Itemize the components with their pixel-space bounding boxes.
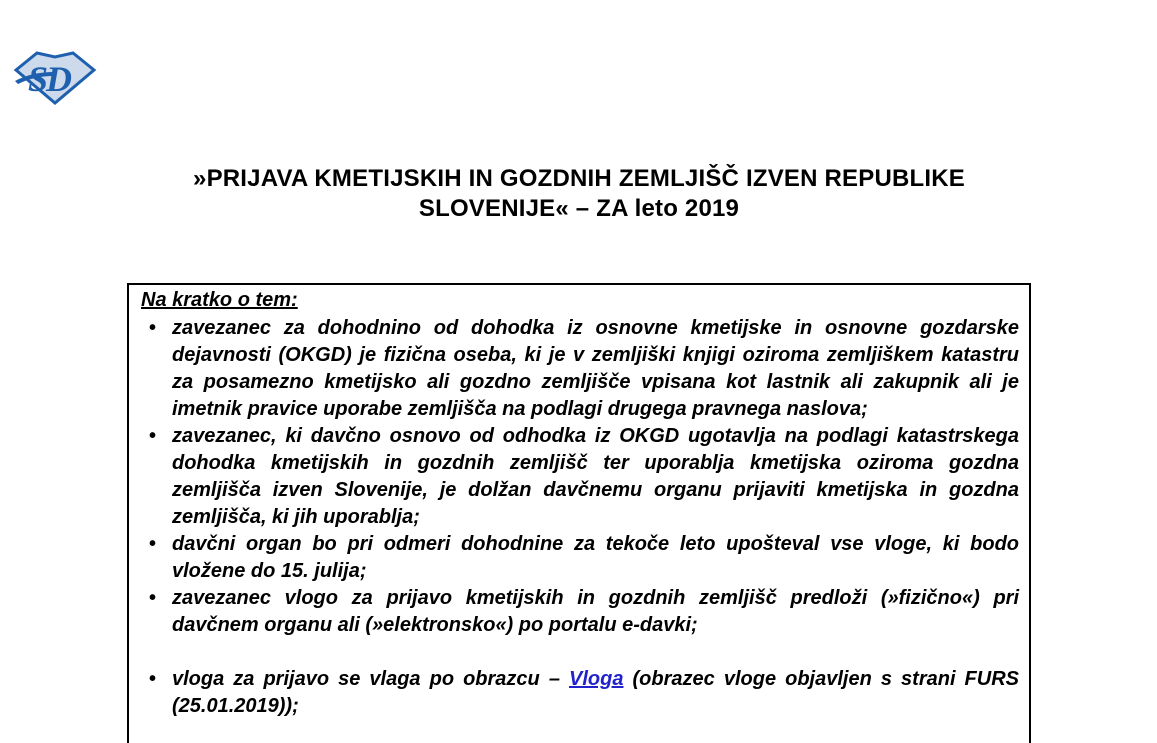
form-sentence-before-link: vloga za prijavo se vlaga po obrazcu – [172, 668, 570, 690]
summary-box [127, 283, 1031, 743]
bullet-list [141, 315, 1019, 720]
vloga-form-link[interactable]: Vloga [569, 668, 624, 690]
bullet-item-form-link [141, 666, 1019, 720]
document-title [127, 164, 1031, 224]
document-title-line1: »PRIJAVA KMETIJSKIH IN GOZDNIH ZEMLJIŠČ IZVEN REPUBLIKE [193, 165, 965, 192]
bullet-item-submission-methods: • zavezanec vlogo za prijavo kmetijskih in gozdnih zemljišč predloži (»fizično«) pri davčnem organu ali (»elektronsko«) po portalu e-davki; [141, 585, 1019, 639]
document-title-line2: SLOVENIJE« – ZA leto 2019 [418, 195, 740, 222]
form-sentence-after-link: (obrazec vloge objavljen s strani FURS (25.01.2019)); [172, 668, 1020, 717]
logo-letters: SD [28, 59, 71, 99]
summary-box-heading: Na kratko o tem: [141, 289, 298, 311]
sd-diamond-logo-icon [13, 49, 97, 106]
bullet-item-obligation-to-report: • zavezanec, ki davčno osnovo od odhodka iz OKGD ugotavlja na podlagi katastrskega dohodka kmetijskih in gozdnih zemljišč ter uporablja kmetijska oziroma gozdna zemljišča izven Slovenije, je dolžan davčnemu organu prijaviti kmetijska in gozdna zemljišča, ki jih uporablja; [141, 423, 1019, 531]
bullet-item-deadline: • davčni organ bo pri odmeri dohodnine za tekoče leto upošteval vse vloge, ki bodo vložene do 15. julija; [141, 531, 1019, 585]
bullet-item-taxpayer-definition: • zavezanec za dohodnino od dohodka iz osnovne kmetijske in osnovne gozdarske dejavnosti (OKGD) je fizična oseba, ki je v zemljiški knjigi oziroma zemljiškem katastru za posamezno kmetijsko ali gozdno zemljišče vpisana kot lastnik ali zakupnik ali je imetnik pravice uporabe zemljišča na podlagi drugega pravnega naslova; [141, 315, 1019, 423]
